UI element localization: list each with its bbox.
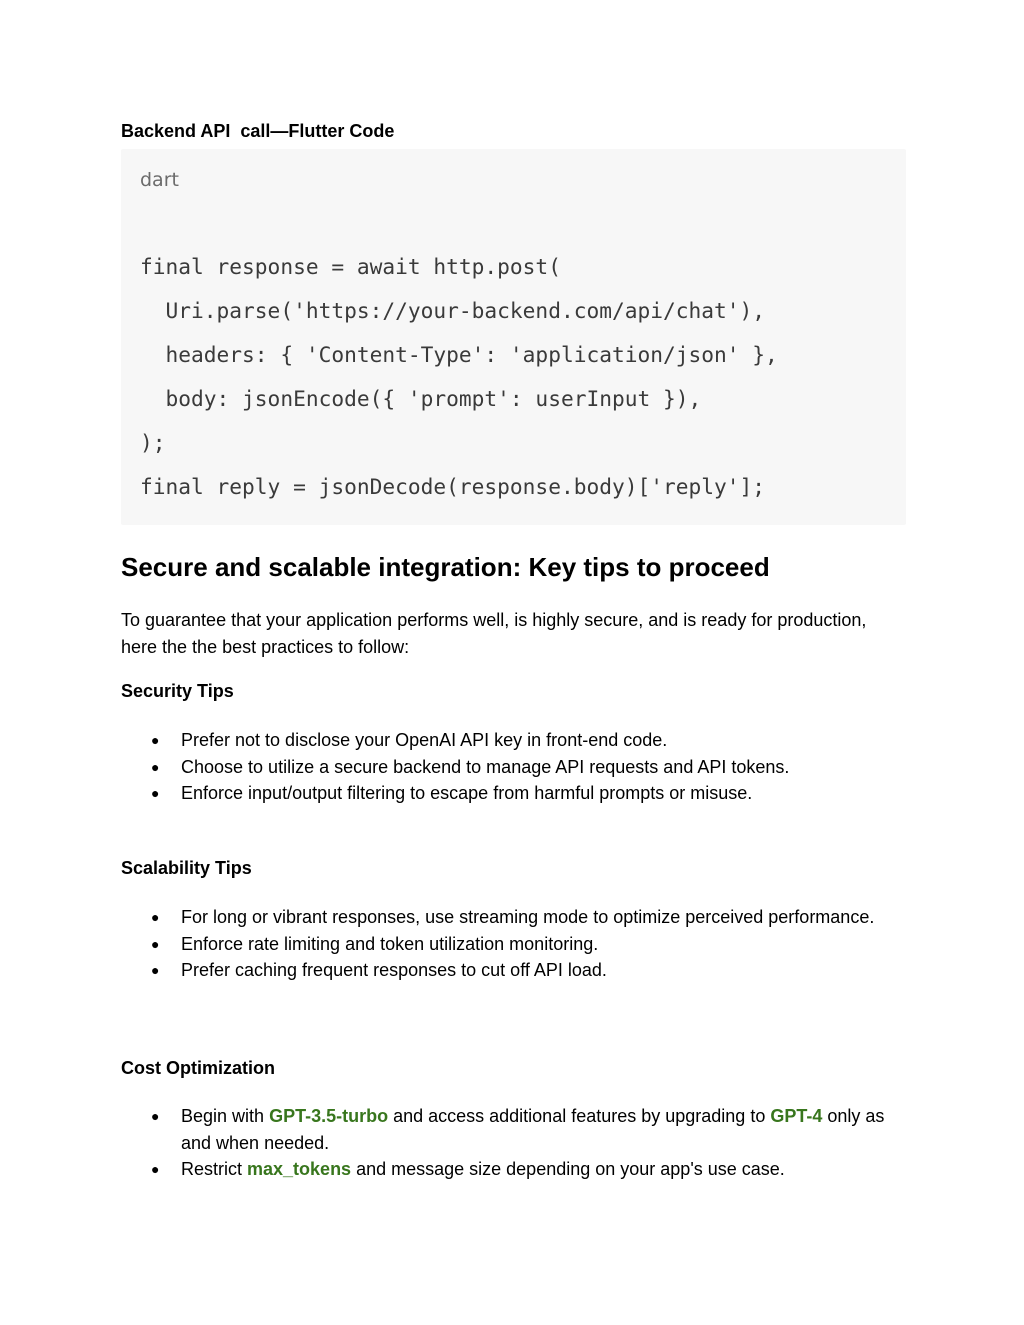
list-item-text: Prefer caching frequent responses to cut off API load. xyxy=(181,960,607,981)
cost-optimization-list xyxy=(121,1103,911,1183)
security-tips-heading: Security Tips xyxy=(121,681,234,701)
code-lines xyxy=(140,245,778,509)
bullet-icon: ● xyxy=(151,935,160,952)
code-line: final response = await http.post( xyxy=(140,254,561,279)
list-item xyxy=(121,1103,911,1156)
list-item-text: Enforce rate limiting and token utilization monitoring. xyxy=(181,933,599,954)
list-item-text: Choose to utilize a secure backend to manage API requests and API tokens. xyxy=(181,756,790,777)
list-item xyxy=(121,1156,911,1183)
list-item xyxy=(121,931,911,958)
section-title: Secure and scalable integration: Key tips to proceed xyxy=(121,552,770,582)
code-language-label: dart xyxy=(140,169,179,191)
list-item xyxy=(121,727,911,754)
code-line: final reply = jsonDecode(response.body)['reply']; xyxy=(140,474,766,499)
list-item xyxy=(121,904,911,931)
bullet-icon: ● xyxy=(151,732,160,748)
code-block xyxy=(121,149,906,525)
bullet-icon: ● xyxy=(151,758,160,775)
text-segment: Restrict xyxy=(181,1159,248,1180)
text-segment: and access additional features by upgrading to xyxy=(388,1106,771,1126)
list-item-text: Prefer not to disclose your OpenAI API key in front-end code. xyxy=(181,730,668,750)
scalability-tips-heading: Scalability Tips xyxy=(121,858,252,878)
list-item xyxy=(121,780,911,807)
text-segment: and message size depending on your app's use case. xyxy=(351,1159,785,1180)
text-segment: Begin with xyxy=(181,1106,270,1126)
scalability-tips-list xyxy=(121,904,911,984)
cost-optimization-heading: Cost Optimization xyxy=(121,1058,275,1078)
parameter-highlight: max_tokens xyxy=(247,1159,352,1180)
list-item xyxy=(121,754,911,781)
list-item-text: For long or vibrant responses, use streaming mode to optimize perceived performance. xyxy=(181,907,875,927)
code-line: Uri.parse('https://your-backend.com/api/chat'), xyxy=(140,298,766,323)
bullet-icon: ● xyxy=(151,1161,160,1178)
bullet-icon: ● xyxy=(151,785,160,802)
code-line: body: jsonEncode({ 'prompt': userInput }), xyxy=(140,386,702,411)
list-item-text: Enforce input/output filtering to escape from harmful prompts or misuse. xyxy=(181,783,753,804)
code-line: ); xyxy=(140,430,166,455)
security-tips-list xyxy=(121,727,911,807)
list-item xyxy=(121,957,911,984)
text-segment: only as and when needed. xyxy=(181,1106,885,1153)
model-name-highlight: GPT-3.5-turbo xyxy=(269,1106,389,1126)
bullet-icon: ● xyxy=(151,962,160,979)
bullet-icon: ● xyxy=(151,1108,160,1124)
model-name-highlight: GPT-4 xyxy=(770,1106,823,1126)
code-line: headers: { 'Content-Type': 'application/json' }, xyxy=(140,342,778,367)
code-heading: Backend API call—Flutter Code xyxy=(121,121,395,141)
bullet-icon: ● xyxy=(151,909,160,925)
intro-paragraph: To guarantee that your application performs well, is highly secure, and is ready for production, here the the best practices to follow: xyxy=(121,610,867,657)
